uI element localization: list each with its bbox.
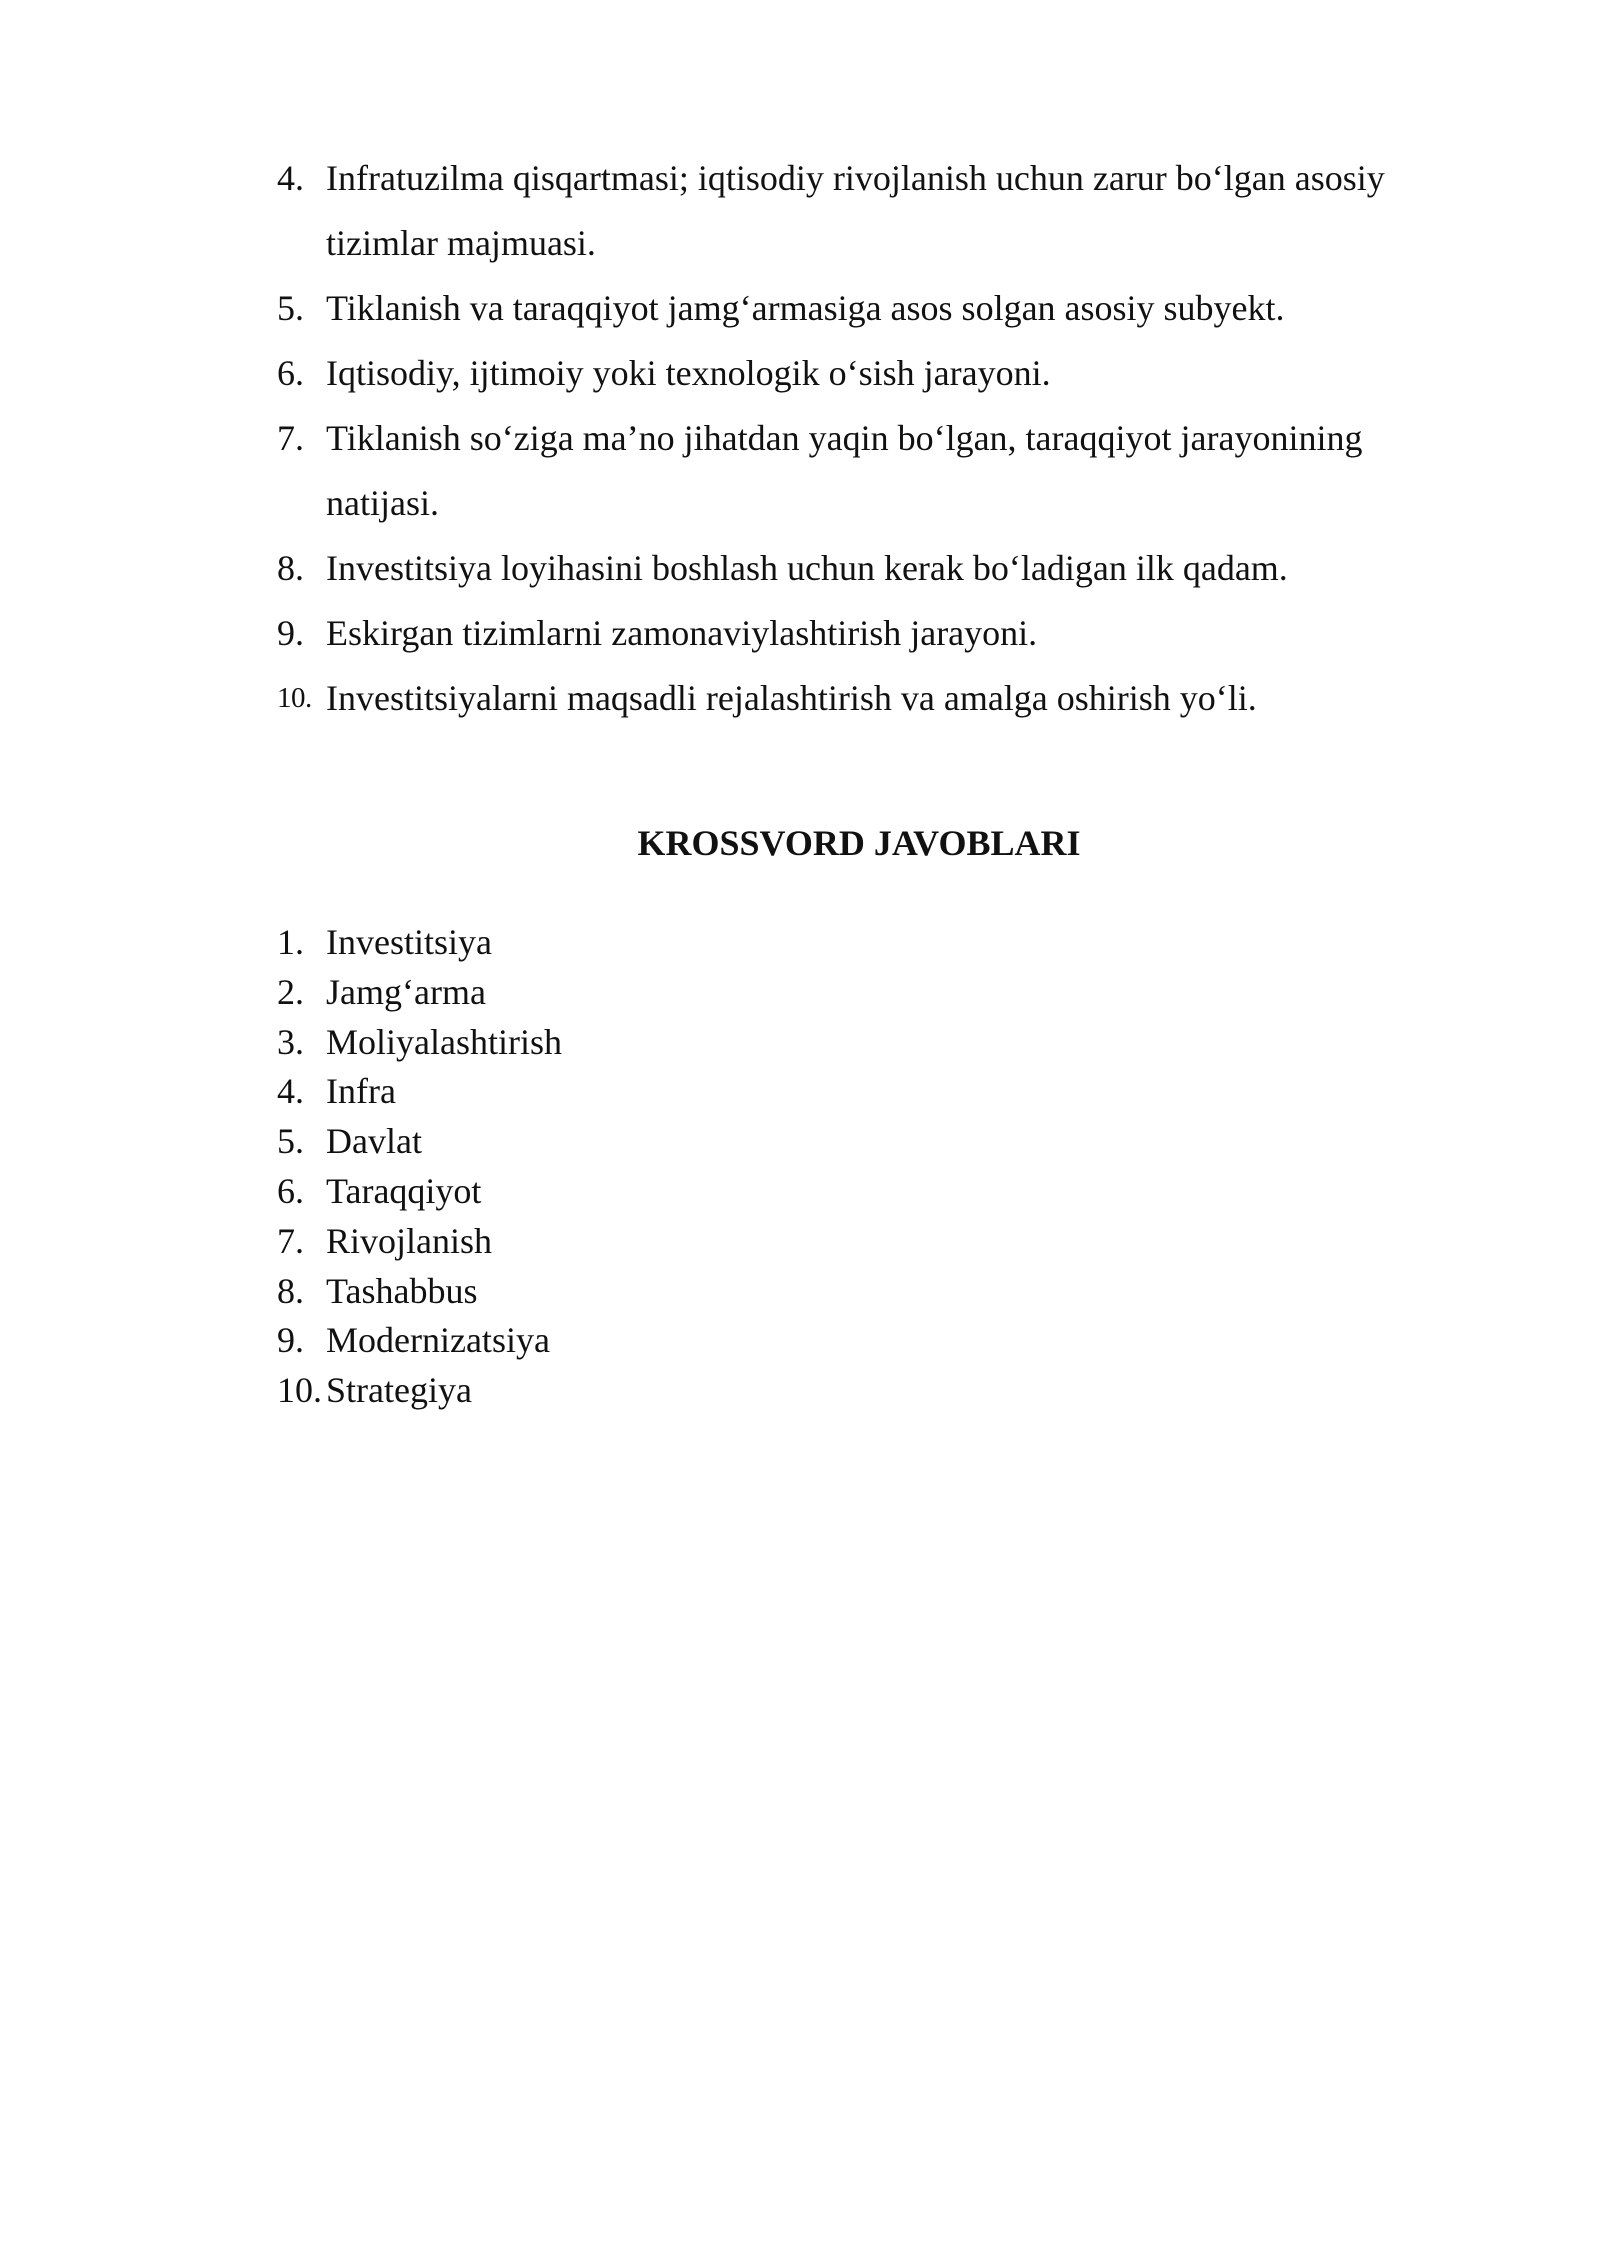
- answer-item: [277, 918, 562, 968]
- answer-item: [277, 1067, 562, 1117]
- answer-number: 2.: [277, 971, 304, 1012]
- answer-item: [277, 1366, 562, 1416]
- clue-number: 5.: [277, 288, 304, 328]
- clue-text: Investitsiyalarni maqsadli rejalashtirish va amalga oshirish yo‘li.: [326, 678, 1257, 718]
- clue-text: Investitsiya loyihasini boshlash uchun kerak bo‘ladigan ilk qadam.: [326, 548, 1288, 588]
- clue-number: 9.: [277, 613, 304, 653]
- answer-text: Moliyalashtirish: [326, 1021, 562, 1062]
- clue-item: [277, 146, 1447, 276]
- clue-item: [277, 406, 1447, 536]
- answer-text: Davlat: [326, 1121, 422, 1162]
- clue-number: 7.: [277, 418, 304, 458]
- answer-number: 6.: [277, 1170, 304, 1211]
- answer-item: [277, 1167, 562, 1217]
- answer-text: Modernizatsiya: [326, 1320, 550, 1361]
- clue-number: 10.: [277, 682, 312, 714]
- answer-number: 5.: [277, 1121, 304, 1162]
- clue-text: Eskirgan tizimlarni zamonaviylashtirish jarayoni.: [326, 613, 1038, 653]
- clue-text: Iqtisodiy, ijtimoiy yoki texnologik o‘sish jarayoni.: [326, 353, 1051, 393]
- crossword-clue-list: [277, 146, 1447, 731]
- clue-item: [277, 341, 1447, 406]
- clue-text: Tiklanish so‘ziga ma’no jihatdan yaqin bo‘lgan, taraqqiyot jarayonining natijasi.: [326, 418, 1363, 523]
- answer-item: [277, 1267, 562, 1317]
- clue-item: [277, 666, 1447, 731]
- answer-number: 8.: [277, 1270, 304, 1311]
- answer-number: 7.: [277, 1220, 304, 1261]
- clue-text: Tiklanish va taraqqiyot jamg‘armasiga asos solgan asosiy subyekt.: [326, 288, 1285, 328]
- answer-number: 1.: [277, 922, 304, 962]
- answer-item: [277, 1117, 562, 1167]
- answer-item: [277, 968, 562, 1018]
- answer-number: 9.: [277, 1320, 304, 1361]
- answer-item: [277, 1217, 562, 1267]
- clue-number: 4.: [277, 158, 304, 198]
- clue-item: [277, 276, 1447, 341]
- answer-text: Tashabbus: [326, 1270, 478, 1311]
- answer-text: Investitsiya: [326, 922, 492, 962]
- answer-number: 3.: [277, 1021, 304, 1062]
- answer-text: Strategiya: [326, 1370, 472, 1411]
- answer-number: 4.: [277, 1071, 304, 1112]
- answers-heading: KROSSVORD JAVOBLARI: [637, 823, 1081, 863]
- clue-item: [277, 536, 1447, 601]
- clue-text: Infratuzilma qisqartmasi; iqtisodiy rivojlanish uchun zarur bo‘lgan asosiy tizimlar majmuasi.: [326, 158, 1385, 263]
- answer-text: Rivojlanish: [326, 1220, 493, 1261]
- answer-item: [277, 1316, 562, 1366]
- answer-item: [277, 1018, 562, 1068]
- clue-number: 8.: [277, 548, 304, 588]
- clue-number: 6.: [277, 353, 304, 393]
- answer-text: Jamg‘arma: [326, 971, 486, 1012]
- crossword-answer-list: [277, 918, 562, 1416]
- clue-item: [277, 601, 1447, 666]
- answer-number: 10.: [277, 1370, 322, 1411]
- answer-text: Taraqqiyot: [326, 1170, 482, 1211]
- answer-text: Infra: [326, 1071, 396, 1112]
